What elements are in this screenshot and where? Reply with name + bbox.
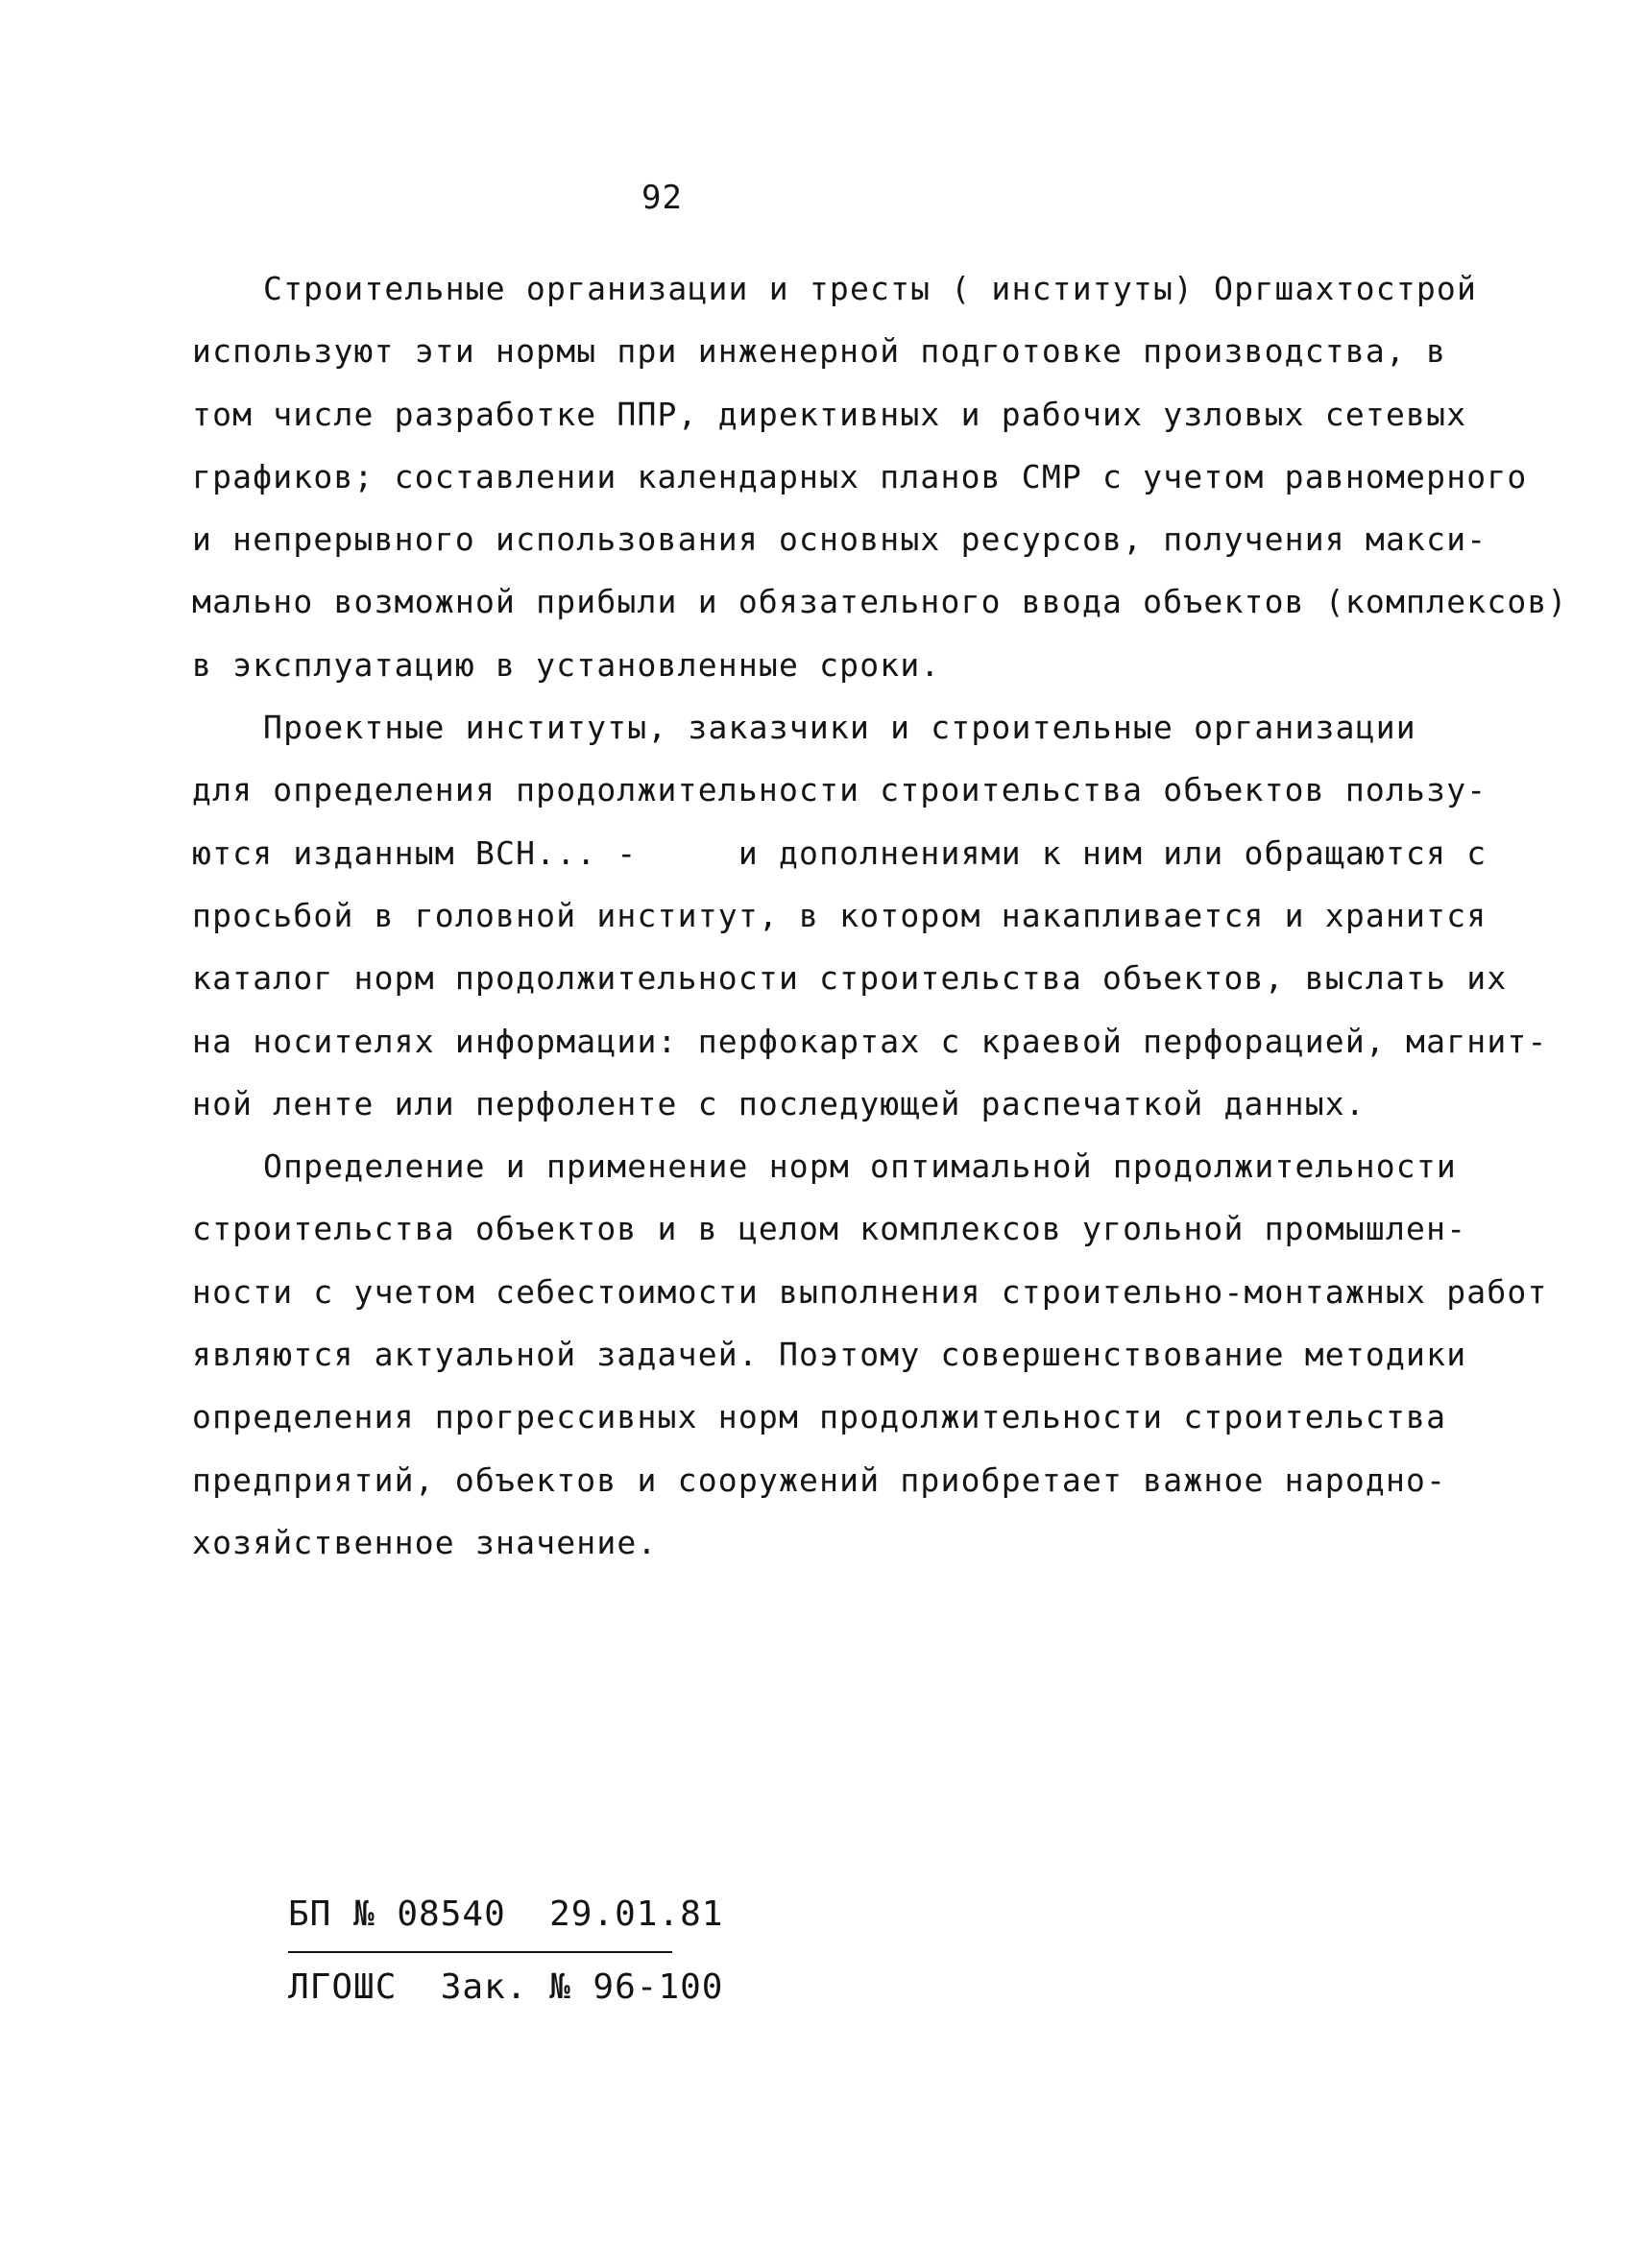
text-line: мально возможной прибыли и обязательного ввода объектов (комплексов): [192, 583, 1568, 621]
text-line: ются изданным ВСН... - и дополнениями к ним или обращаются с: [192, 833, 1488, 872]
text-line: используют эти нормы при инженерной подготовке производства, в: [192, 332, 1447, 371]
body-text: [192, 257, 1568, 1574]
text-line: Строительные организации и тресты ( институты) Оргшахтострой: [263, 270, 1478, 307]
paragraph-3: [192, 1135, 1548, 1574]
stamp-divider: [288, 1951, 672, 1953]
stamp-line-print: ЛГОШС Зак. № 96-100: [288, 1967, 724, 2007]
text-line: предприятий, объектов и сооружений приобретает важное народно-: [192, 1460, 1447, 1499]
text-line: графиков; составлении календарных планов СМР с учетом равномерного: [192, 457, 1528, 495]
text-line: определения прогрессивных норм продолжительности строительства: [192, 1398, 1447, 1436]
text-line: для определения продолжительности строительства объектов пользу-: [192, 771, 1488, 809]
text-line: хозяйственное значение.: [192, 1523, 658, 1561]
paragraph-1: [192, 257, 1568, 696]
text-line: Определение и применение норм оптимальной продолжительности: [263, 1147, 1457, 1186]
text-line: ности с учетом себестоимости выполнения строительно-монтажных работ: [192, 1272, 1548, 1311]
text-line: просьбой в головной институт, в котором накапливается и хранится: [192, 896, 1488, 934]
printing-stamp: [288, 1890, 723, 2013]
text-line: том числе разработке ППР, директивных и рабочих узловых сетевых: [192, 395, 1467, 433]
text-line: на носителях информации: перфокартах с краевой перфорацией, магнит-: [192, 1022, 1548, 1060]
text-line: и непрерывного использования основных ресурсов, получения макси-: [192, 520, 1488, 559]
text-line: строительства объектов и в целом комплексов угольной промышлен-: [192, 1210, 1467, 1248]
page-number: 92: [641, 179, 683, 217]
text-line: каталог норм продолжительности строительства объектов, выслать их: [192, 959, 1508, 998]
paragraph-2: [192, 696, 1548, 1135]
text-line: в эксплуатацию в установленные сроки.: [192, 645, 941, 684]
stamp-line-order: БП № 08540 29.01.81: [288, 1894, 724, 1934]
text-line: ной ленте или перфоленте с последующей распечаткой данных.: [192, 1084, 1366, 1122]
text-line: являются актуальной задачей. Поэтому совершенствование методики: [192, 1336, 1467, 1374]
text-line: Проектные институты, заказчики и строительные организации: [263, 709, 1416, 747]
